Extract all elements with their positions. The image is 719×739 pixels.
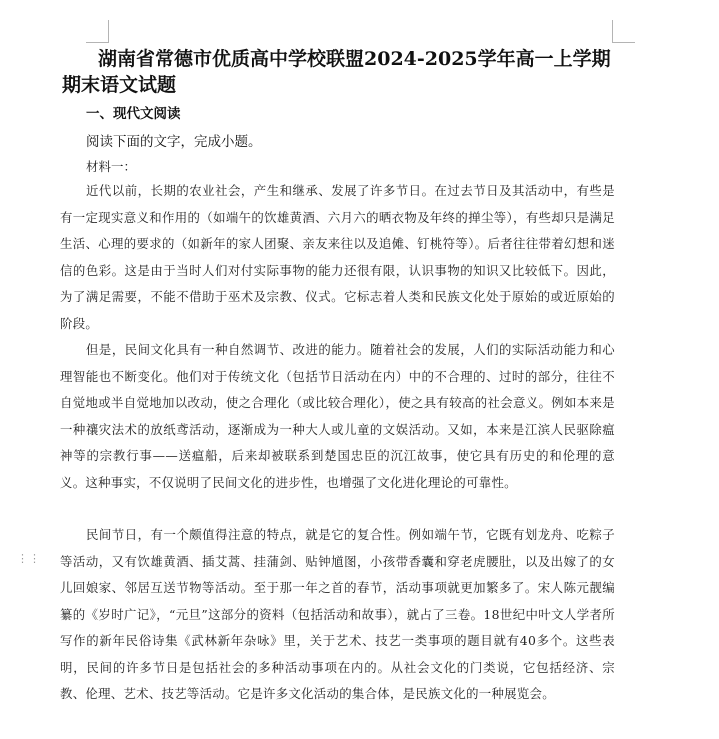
section-heading: 一、现代文阅读 — [86, 106, 181, 122]
material-label: 材料一： — [86, 159, 137, 174]
page-corner-mark-top-right — [612, 20, 635, 43]
paragraph: 民间节日，有一个颇值得注意的特点，就是它的复合性。例如端午节，它既有划龙舟、吃粽子等活动，又有饮雄黄酒、插艾蒿、挂蒲剑、贴钟馗图，小孩带香囊和穿老虎腰肚，以及出嫁了的女儿回娘家、邻居互送节物等活动。至于那一年之首的春节，活动事项就更加繁多了。宋人陈元靓编纂的《岁时广记》，“元旦”这部分的资料（包括活动和故事），就占了三卷。18世纪中叶文人学者所写作的新年民俗诗集《武林新年杂咏》里，关于艺术、技艺一类事项的题目就有40多个。这些表明，民间的许多节日是包括社会的多种活动事项在内的。从社会文化的门类说，它包括经济、宗教、伦理、艺术、技艺等活动。它是许多文化活动的集合体，是民族文化的一种展览会。 — [60, 527, 615, 701]
paragraph: 近代以前，长期的农业社会，产生和继承、发展了许多节日。在过去节日及其活动中，有些是有一定现实意义和作用的（如端午的饮雄黄酒、六月六的晒衣物及年终的掸尘等），有些却只是满足生活、心理的要求的（如新年的家人团聚、亲友来往以及追傩、钉桃符等）。后者往往带着幻想和迷信的色彩。这是由于当时人们对付实际事物的能力还很有限，认识事物的知识又比较低下。因此，为了满足需要，不能不借助于巫术及宗教、仪式。它标志着人类和民族文化处于原始的或近原始的阶段。 — [60, 183, 615, 331]
drag-handle-icon[interactable]: ⋮⋮ — [17, 552, 41, 565]
paragraph: 但是，民间文化具有一种自然调节、改进的能力。随着社会的发展，人们的实际活动能力和心理智能也不断变化。他们对于传统文化（包括节日活动在内）中的不合理的、过时的部分，往往不自觉地或半自觉地加以改动，使之合理化（或比较合理化），使之具有较高的社会意义。例如本来是一种禳灾法术的放纸鸢活动，逐渐成为一种大人或儿童的文娱活动。又如，本来是江滨人民驱除瘟神等的宗教行事——送瘟船，后来却被联系到楚国忠臣的沉江故事，使它具有历史的和伦理的意义。这种事实，不仅说明了民间文化的进步性，也增强了文化进化理论的可靠性。 — [60, 342, 615, 490]
page-corner-mark-top-left — [86, 20, 109, 43]
document-title: 湖南省常德市优质高中学校联盟2024-2025学年高一上学期期末语文试题 — [62, 48, 611, 96]
reading-instruction: 阅读下面的文字，完成小题。 — [86, 134, 262, 150]
